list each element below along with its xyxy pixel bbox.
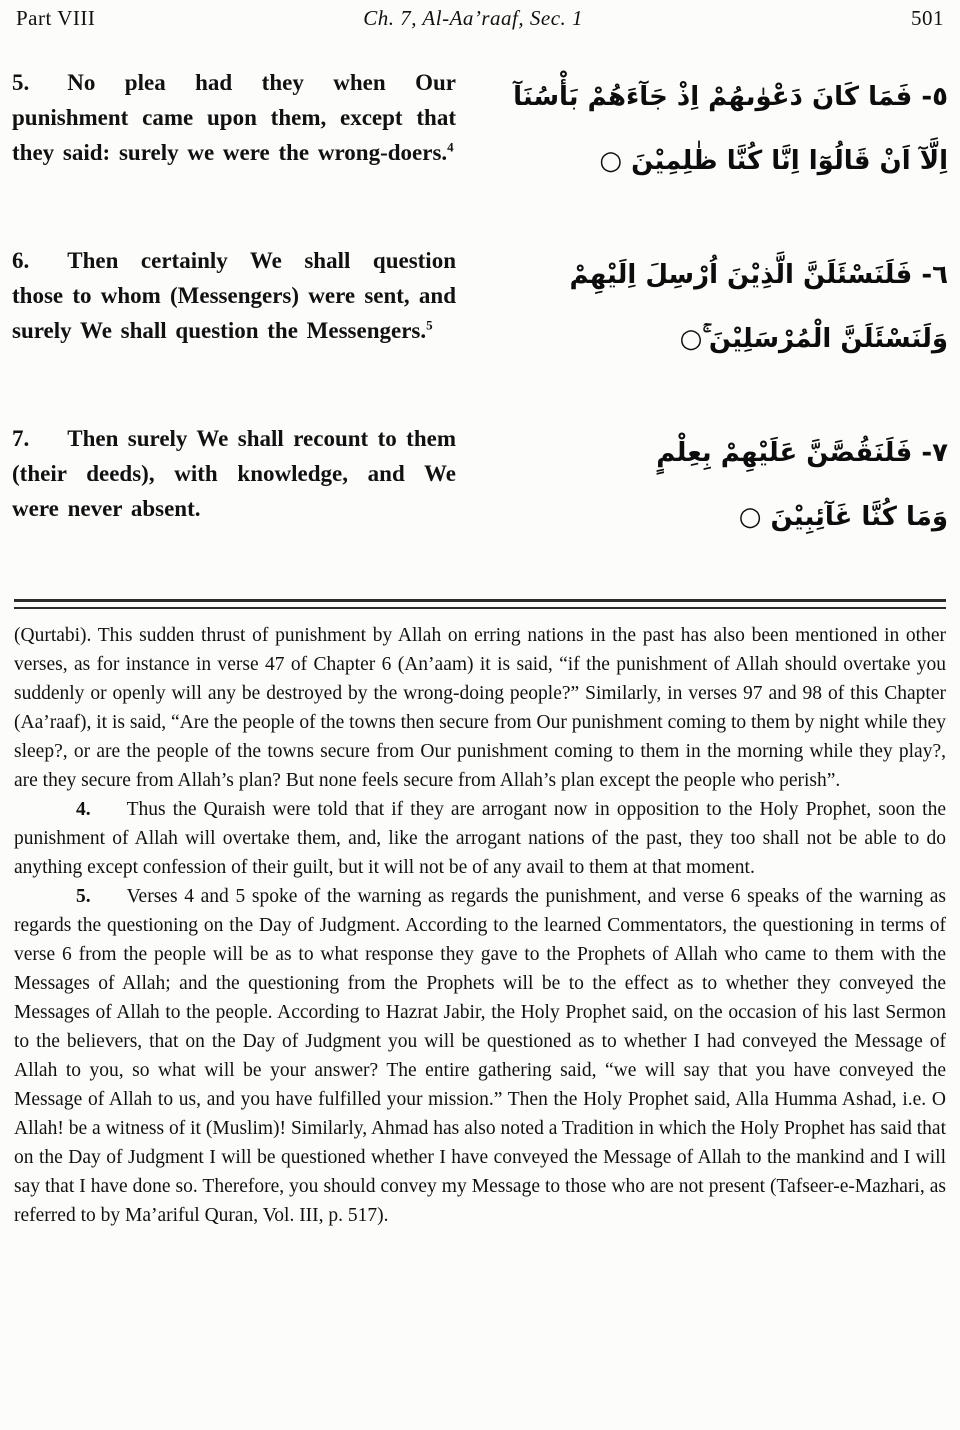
verse-5-english-translation <box>12 65 456 193</box>
chapter-title: Ch. 7, Al-Aa’raaf, Sec. 1 <box>363 6 584 30</box>
note-4-text: Thus the Quraish were told that if they are arrogant now in opposition to the Holy Prophet, soon the punishment of Allah will overtake them, and, like the arrogant nations of the past, they too shall not be able to do anything except confession of their guilt, but it will not be of any avail to them at that moment. <box>14 799 946 878</box>
section-divider <box>14 599 946 609</box>
commentary-paragraph-text: (Qurtabi). This sudden thrust of punishment by Allah on erring nations in the past has also been mentioned in other verses, as for instance in verse 47 of Chapter 6 (An’aam) it is said, “if the punishment of Allah should overtake you suddenly or openly will any be destroyed by the wrong-doing people?” Similarly, in verses 97 and 98 of this Chapter (Aa’raaf), it is said, “Are the people of the towns then secure from Our punishment coming to them by night while they sleep?, or are the people of the towns secure from Our punishment coming to them in the morning while they play?, are they secure from Allah’s plan? But none feels secure from Allah’s plan except the people who perish”. <box>14 625 946 791</box>
verse-5-footnote-ref: 4 <box>447 139 454 155</box>
verse-6-number: 6. <box>12 248 30 273</box>
commentary-note-4 <box>14 795 946 882</box>
page-number: 501 <box>910 6 944 30</box>
verse-row-7 <box>12 421 948 549</box>
verse-5-text: No plea had they when Our punishment came upon them, except that they said: surely we were the wrong-doers. <box>12 70 456 165</box>
verse-7-text: Then surely We shall recount to them (their deeds), with knowledge, and We were never absent. <box>12 426 456 521</box>
verse-5-arabic-text <box>456 65 948 193</box>
verse-5-number: 5. <box>12 70 30 95</box>
verse-7-arabic-text <box>456 421 948 549</box>
verse-6-text: Then certainly We shall question those to whom (Messengers) were sent, and surely We shall question the Messengers. <box>12 248 456 343</box>
verse-6-english-translation <box>12 243 456 371</box>
verse-6-arabic-line-2: وَلَنَسْئَلَنَّ الْمُرْسَلِيْنَ ۚ○ <box>679 324 948 354</box>
verse-7-arabic-line-1: ٧- فَلَنَقُصَّنَّ عَلَيْهِمْ بِعِلْمٍ <box>656 438 948 468</box>
note-4-number: 4. <box>76 799 91 820</box>
part-label: Part VIII <box>16 6 96 30</box>
commentary-section <box>12 619 948 1230</box>
commentary-note-5 <box>14 882 946 1230</box>
note-5-number: 5. <box>76 886 91 907</box>
verse-7-arabic-line-2: وَمَا كُنَّا غَآئِبِيْنَ ○ <box>738 502 948 532</box>
note-5-text: Verses 4 and 5 spoke of the warning as regards the punishment, and verse 6 speaks of the warning as regards the questioning on the Day of Judgment. According to the learned Commentators, the questioning in terms of verse 6 from the people will be as to what response they gave to the Prophets of Allah who came to them with the Messages of Allah; and the questioning from the Prophets will be to the effect as to whether they conveyed the Messages of Allah to the people. According to Hazrat Jabir, the Holy Prophet said, on the occasion of his last Sermon to the believers, that on the Day of Judgment you will be questioned as to whether I had conveyed the Message of Allah to you, so what will be your answer? The entire gathering said, “we will say that you have conveyed the Message of Allah to us, and you have fulfilled your mission.” Then the Holy Prophet said, Alla Humma Ashad, i.e. O Allah! be a witness of it (Muslim)! Similarly, Ahmad has also noted a Tradition in which the Holy Prophet has said that on the Day of Judgment I will be questioned whether I have conveyed the Message of Allah to the mankind and I will say that I have done so. Therefore, you should convey my Message to those who are not present (Tafseer-e-Mazhari, as referred to by Ma’ariful Quran, Vol. III, p. 517). <box>14 886 946 1226</box>
verse-5-arabic-line-1: ٥- فَمَا كَانَ دَعْوٰىهُمْ اِذْ جَآءَهُمْ بَأْسُنَآ <box>513 82 948 112</box>
verse-6-footnote-ref: 5 <box>426 317 433 333</box>
verse-5-arabic-line-2: اِلَّآ اَنْ قَالُوٓا اِنَّا كُنَّا ظٰلِمِيْنَ ○ <box>599 146 948 176</box>
verse-7-number: 7. <box>12 426 30 451</box>
page-header <box>12 6 948 31</box>
verse-row-5 <box>12 65 948 193</box>
verse-7-english-translation <box>12 421 456 549</box>
verses-section <box>12 65 948 549</box>
commentary-paragraph-qurtabi <box>14 621 946 795</box>
verse-row-6 <box>12 243 948 371</box>
verse-6-arabic-text <box>456 243 948 371</box>
verse-6-arabic-line-1: ٦- فَلَنَسْئَلَنَّ الَّذِيْنَ اُرْسِلَ اِلَيْهِمْ <box>569 260 948 290</box>
